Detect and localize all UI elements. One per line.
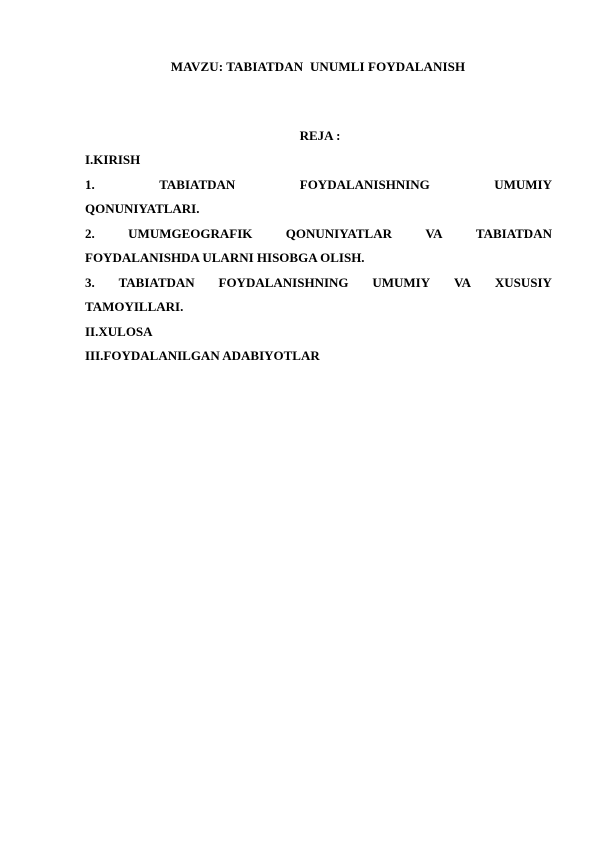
- plan-item-word: VA: [453, 274, 472, 290]
- plan-item-number: 1.: [85, 176, 95, 192]
- plan-item-3-continuation: TAMOYILLARI.: [85, 299, 184, 314]
- plan-item-2-continuation: FOYDALANISHDA ULARNI HISOBGA OLISH.: [85, 250, 365, 265]
- plan-item-word: FOYDALANISHNING: [299, 176, 430, 192]
- plan-item-word: UMUMIY: [494, 176, 552, 192]
- plan-item-word: TABIATDAN: [159, 176, 236, 192]
- plan-item-word: UMUMGEOGRAFIK: [128, 225, 253, 241]
- document-title: MAVZU: TABIATDAN UNUMLI FOYDALANISH: [170, 59, 466, 74]
- plan-item-3: [85, 271, 552, 320]
- plan-item-1-first-line: [85, 173, 552, 198]
- plan-item-number: 2.: [85, 225, 95, 241]
- plan-item-word: FOYDALANISHNING: [218, 274, 349, 290]
- plan-item-1: [85, 173, 552, 222]
- plan-item-number: 3.: [85, 274, 95, 290]
- plan-list: [85, 148, 552, 369]
- plan-item-word: TABIATDAN: [118, 274, 195, 290]
- plan-item-word: QONUNIYATLAR: [285, 225, 392, 241]
- plan-item-word: TABIATDAN: [475, 225, 552, 241]
- plan-item-references: III.FOYDALANILGAN ADABIYOTLAR: [85, 348, 320, 363]
- plan-item-word: XUSUSIY: [494, 274, 552, 290]
- plan-item-1-continuation: QONUNIYATLARI.: [85, 201, 200, 216]
- plan-item-word: UMUMIY: [372, 274, 431, 290]
- plan-heading: REJA :: [299, 128, 341, 143]
- plan-item-word: VA: [425, 225, 443, 241]
- plan-item-conclusion: II.XULOSA: [85, 323, 153, 339]
- plan-item-2: [85, 222, 552, 271]
- plan-item-2-first-line: [85, 222, 552, 247]
- plan-item-introduction: I.KIRISH: [85, 152, 141, 167]
- plan-item-3-first-line: [85, 271, 552, 296]
